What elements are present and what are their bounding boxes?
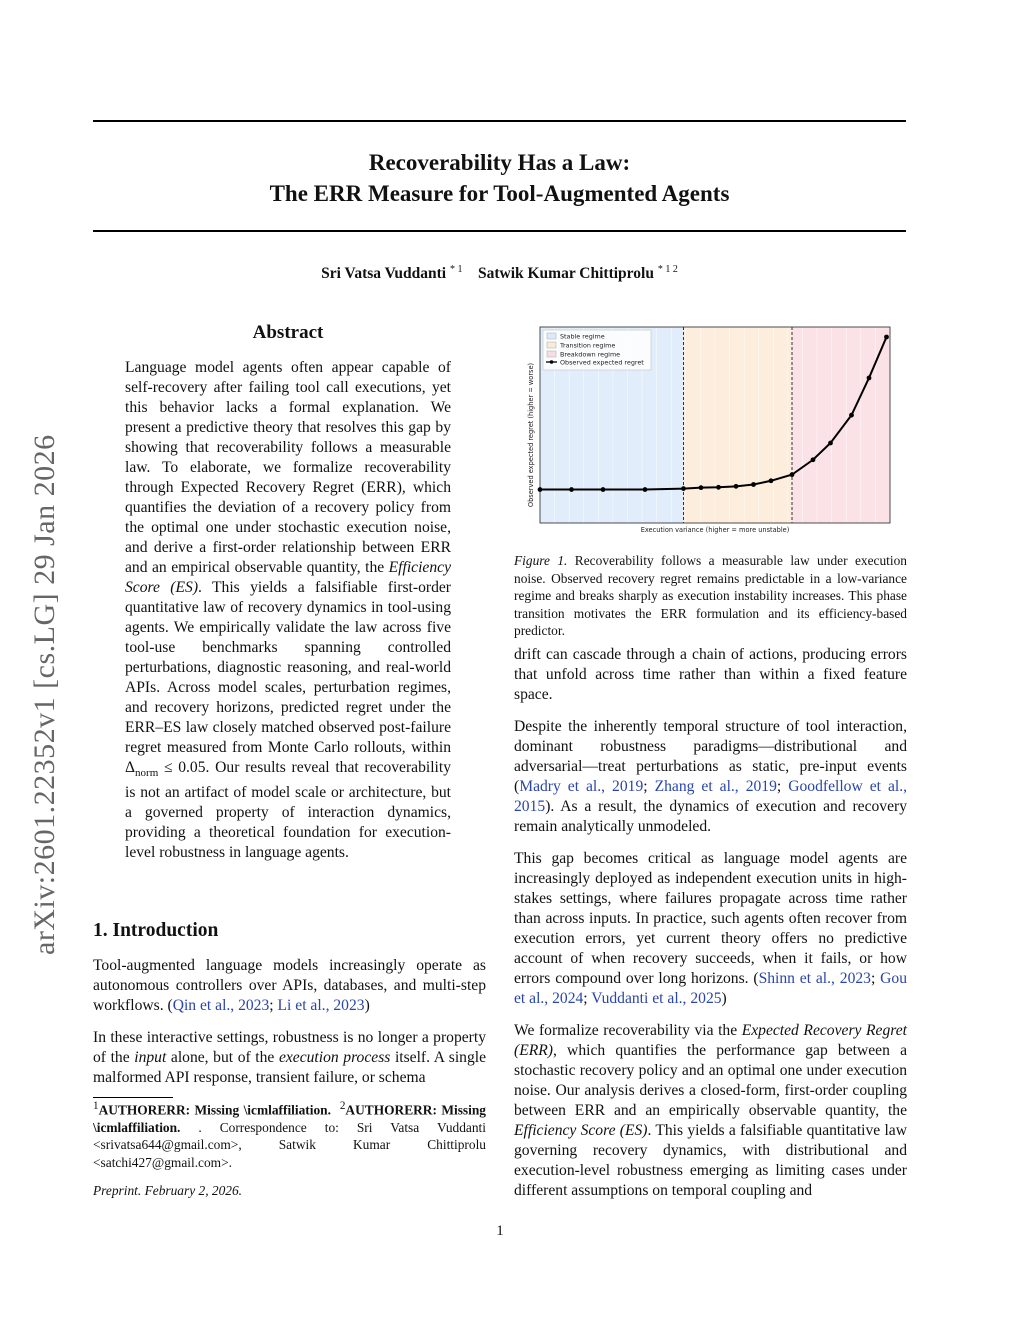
figure-1-chart <box>514 322 907 538</box>
paper-title-line1: Recoverability Has a Law: <box>368 150 631 175</box>
author-1-affil: * 1 <box>449 264 463 275</box>
regret-data-point <box>538 487 543 492</box>
legend-marker <box>550 360 554 364</box>
right-paragraph-3: This gap becomes critical as language model agents are increasingly deployed as independent execution units in high-stakes settings, where failures propagate across time rather than across inputs. In practice, such agents often recover from execution errors, yet current theory offers no predictive account of when recovery succeeds, when it fails, or how errors compound over long horizons. (Shinn et al., 2023; Gou et al., 2024; Vuddanti et al., 2025) <box>514 850 907 1007</box>
page-number: 1 <box>496 1223 504 1239</box>
regret-data-point <box>716 485 721 490</box>
right-paragraph-4: We formalize recoverability via the Expected Recovery Regret (ERR), which quantifies the performance gap between a stochastic recovery policy and an optimal one under execution noise. Our analysis derives a closed-form, first-order coupling between ERR and an empirically observable quantity, the Efficiency Score (ES). This yields a falsifiable quantitative law governing recovery dynamics, with distributional and execution-level robustness emerging as limiting cases under different assumptions on temporal coupling and <box>514 1022 907 1199</box>
abstract-text-3: ≤ 0.05. Our results reveal that recoverability is not an artifact of model scale or architecture, but a governed property of interaction dynamics, providing a theoretical foundation for execution-level robustness in language agents. <box>125 759 451 862</box>
regret-data-point <box>751 482 756 487</box>
title-rule-top <box>93 120 906 122</box>
citation-link[interactable]: Li et al., 2023 <box>277 997 365 1014</box>
regret-data-point <box>828 441 833 446</box>
legend-swatch <box>547 333 556 339</box>
regret-data-point <box>734 484 739 489</box>
citation-link[interactable]: Madry et al., 2019 <box>519 778 644 795</box>
legend-swatch <box>547 351 556 357</box>
citation-link[interactable]: Qin et al., 2023 <box>172 997 270 1014</box>
right-paragraph-1: drift can cascade through a chain of actions, producing errors that unfold across time rather than within a fixed feature space. <box>514 646 907 703</box>
abstract-text-1: Language model agents often appear capable of self-recovery after failing tool call executions, yet this behavior lacks a formal explanation. We present a predictive theory that resolves this gap by showing that recoverability follows a measurable law. To elaborate, we formalize recoverability through Expected Recovery Regret (ERR), which quantifies the deviation of a recovery policy from the optimal one under stochastic execution noise, and derive a first-order relationship between ERR and an empirical observable quantity, the <box>125 359 451 576</box>
regime-band <box>684 327 793 523</box>
citation-link[interactable]: Vuddanti et al., 2025 <box>591 990 722 1007</box>
author-2-affil: * 1 2 <box>657 264 678 275</box>
arxiv-identifier: arXiv:2601.22352v1 [cs.LG] 29 Jan 2026 <box>28 434 61 955</box>
y-axis-label: Observed expected regret (higher = worse) <box>527 362 535 508</box>
x-axis-label: Execution variance (higher = more unstable) <box>640 526 790 534</box>
regret-data-point <box>811 457 816 462</box>
right-paragraph-2: Despite the inherently temporal structure of tool interaction, dominant robustness paradigms—distributional and adversarial—treat perturbations as static, pre-input events (Madry et al., 2019; Zhang et al., 2019; Goodfellow et al., 2015). As a result, the dynamics of execution and recovery remain analytically unmodeled. <box>514 718 907 835</box>
section-heading-introduction: 1. Introduction <box>93 920 219 941</box>
abstract-heading: Abstract <box>252 322 324 343</box>
citation-link[interactable]: Gou et al., 2024 <box>514 970 907 1007</box>
caption-label: Figure 1. <box>514 553 568 568</box>
abstract-text-2: . This yields a falsifiable first-order quantitative law of recovery dynamics in tool-using agents. We empirically validate the law across five tool-use benchmarks spanning controlled perturbations, diagnostic reasoning, and real-world APIs. Across model scales, perturbation regimes, and recovery horizons, predicted regret under the ERR–ES law closely matched observed post-failure regret measured from Monte Carlo rollouts, within <box>125 579 451 756</box>
intro-paragraph-2: In these interactive settings, robustness is no longer a property of the input alone, but of the execution process itself. A single malformed API response, transient failure, or schema <box>93 1029 487 1086</box>
regret-data-point <box>601 487 606 492</box>
regret-data-point <box>849 413 854 418</box>
delta-symbol: Δ <box>125 759 136 776</box>
regret-data-point <box>681 486 686 491</box>
regret-data-point <box>790 472 795 477</box>
title-rule-bottom <box>93 230 906 232</box>
paper-title-line2: The ERR Measure for Tool-Augmented Agents <box>269 181 730 206</box>
intro-left-column <box>93 956 486 1100</box>
legend-label: Observed expected regret <box>560 358 644 367</box>
regret-data-point <box>569 487 574 492</box>
citation-link[interactable]: Zhang et al., 2019 <box>654 778 777 795</box>
author-1: Sri Vatsa Vuddanti <box>321 265 447 283</box>
legend-label: Stable regime <box>560 332 605 341</box>
footnote: $^1$AUTHORERR: Missing \icmlaffiliation. $^2$AUTHORERR: Missing \icmlaffiliation. . Correspondence to: Sri Vatsa Vuddanti <srivatsa644@gmail.com>, Satwik Kumar Chittiprolu <satchi427@gmail.com>. <box>93 1100 486 1170</box>
regret-data-point <box>699 485 704 490</box>
author-list <box>93 264 906 283</box>
intro-paragraph-1: Tool-augmented language models increasingly operate as autonomous controllers over APIs, databases, and multi-step workflows. (Qin et al., 2023; Li et al., 2023) <box>93 957 486 1014</box>
legend-swatch <box>547 342 556 348</box>
delta-subscript: norm <box>135 767 159 780</box>
regret-data-point <box>884 335 889 340</box>
legend-label: Breakdown regime <box>560 350 621 359</box>
citation-link[interactable]: Goodfellow et al., 2015 <box>514 778 907 815</box>
citation-link[interactable]: Shinn et al., 2023 <box>758 970 871 987</box>
legend-label: Transition regime <box>560 341 616 350</box>
figure-1-caption <box>514 552 907 640</box>
abstract-emphasis: Efficiency Score (ES) <box>125 559 451 596</box>
right-column-body <box>514 645 907 1213</box>
caption-text: Recoverability follows a measurable law under execution noise. Observed recovery regret remains predictable in a low-variance regime and breaks sharply as execution instability increases. This phase transition motivates the ERR formulation and its efficiency-based predictor. <box>514 553 907 638</box>
regret-data-point <box>769 478 774 483</box>
abstract-body <box>125 358 451 863</box>
regret-data-point <box>643 487 648 492</box>
regret-data-point <box>867 376 872 381</box>
preprint-date: Preprint. February 2, 2026. <box>93 1183 243 1198</box>
author-2: Satwik Kumar Chittiprolu <box>477 265 654 283</box>
